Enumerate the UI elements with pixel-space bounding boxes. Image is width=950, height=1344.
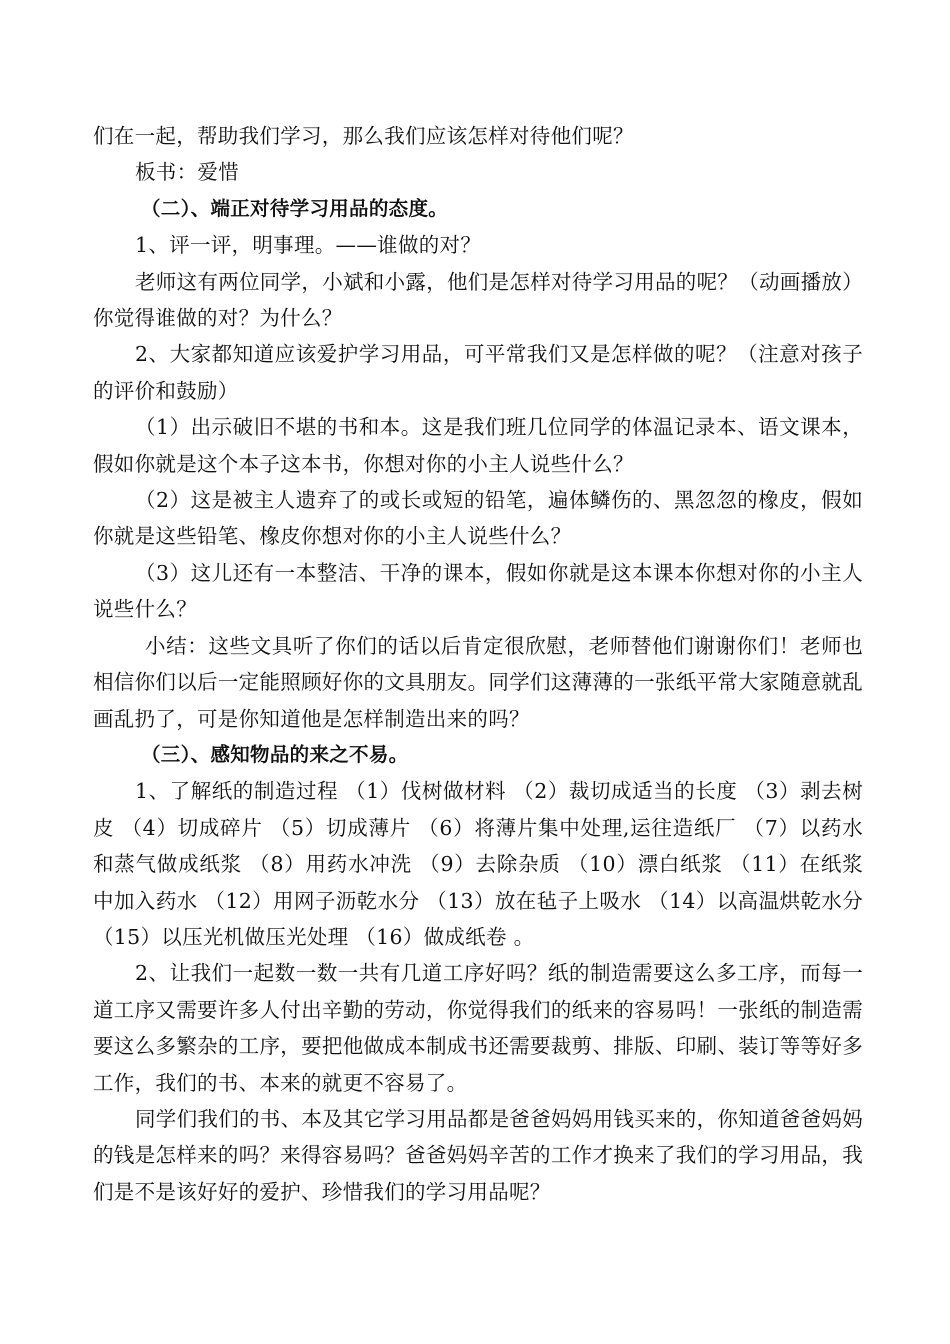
paragraph-care-question: 2、大家都知道应该爱护学习用品，可平常我们又是怎样做的呢？（注意对孩子的评价和鼓励） — [93, 342, 863, 403]
paragraph-count-steps: 2、让我们一起数一数一共有几道工序好吗？纸的制造需要这么多工序，而每一道工序又需要许多人付出辛勤的劳动，你觉得我们的纸来的容易吗！一张纸的制造需要这么多繁杂的工序，要把他做成本制成书还需要裁剪、排版、印刷、装订等等好多工作，我们的书、本来的就更不容易了。 — [93, 961, 863, 1095]
paragraph-summary: 小结：这些文具听了你们的话以后肯定很欣慰，老师替他们谢谢你们！老师也相信你们以后一定能照顾好你的文具朋友。同学们这薄薄的一张纸平常大家随意就乱画乱扔了，可是你知道他是怎样制造出来的吗？ — [93, 633, 863, 731]
paragraph-blackboard-note: 板书：爱惜 — [135, 160, 239, 185]
paragraph-item-1: （1）出示破旧不堪的书和本。这是我们班几位同学的体温记录本、语文课本，假如你就是这个本子这本书，你想对你的小主人说些什么？ — [93, 415, 863, 476]
paragraph-paper-process: 1、了解纸的制造过程 （1）伐树做材料 （2）裁切成适当的长度 （3）剥去树皮 （4）切成碎片 （5）切成薄片 （6）将薄片集中处理,运往造纸厂 （7）以药水和蒸气做成纸浆 （8）用药水冲洗 （9）去除杂质 （10）漂白纸浆 （11）在纸浆中加入药水 （12）用网子沥乾水分 （13）放在毡子上吸水 （14）以高温烘乾水分 （15）以压光机做压光处理 （16）做成纸卷 。 — [93, 779, 863, 949]
paragraph-parents: 同学们我们的书、本及其它学习用品都是爸爸妈妈用钱买来的，你知道爸爸妈妈的钱是怎样来的吗？来得容易吗？爸爸妈妈辛苦的工作才换来了我们的学习用品，我们是不是该好好的爱护、珍惜我们的学习用品呢？ — [93, 1106, 863, 1204]
paragraph-item-2: （2）这是被主人遗弃了的或长或短的铅笔，遍体鳞伤的、黑忽忽的橡皮，假如你就是这些铅笔、橡皮你想对你的小主人说些什么？ — [93, 488, 863, 549]
paragraph-two-students: 老师这有两位同学，小斌和小露，他们是怎样对待学习用品的呢？（动画播放）你觉得谁做的对？为什么？ — [93, 269, 863, 331]
section-heading-2: （二）、端正对待学习用品的态度。 — [141, 196, 449, 220]
section-heading-3: （三）、感知物品的来之不易。 — [141, 742, 409, 766]
paragraph-evaluate: 1、评一评，明事理。——谁做的对？ — [135, 233, 482, 258]
paragraph-intro-continuation: 们在一起，帮助我们学习，那么我们应该怎样对待他们呢？ — [93, 124, 634, 148]
document-body — [93, 118, 863, 1210]
paragraph-item-3: （3）这儿还有一本整洁、干净的课本，假如你就是这本课本你想对你的小主人说些什么？ — [93, 560, 863, 622]
